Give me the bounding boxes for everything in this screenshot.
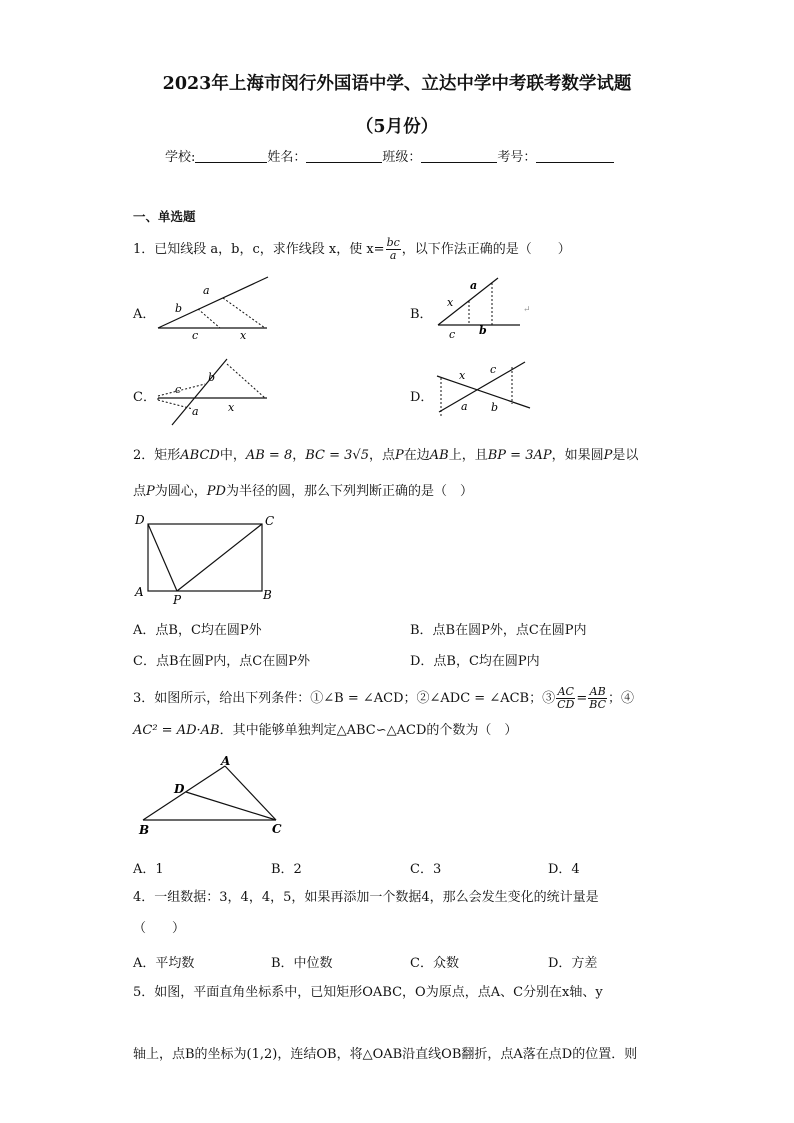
q2-stem-line2 bbox=[133, 483, 473, 501]
figc-dashed-3 bbox=[227, 364, 265, 398]
figb-return-mark: ↵ bbox=[523, 305, 531, 315]
q3-frac-2 bbox=[588, 686, 607, 711]
q1-figure-b bbox=[435, 275, 545, 345]
figd-line-1 bbox=[437, 376, 530, 408]
q2-t6: 上，且 bbox=[448, 448, 488, 463]
q1-option-d[interactable]: D． bbox=[410, 390, 434, 405]
q3-option-c[interactable]: C．3 bbox=[410, 862, 442, 877]
q2-ab2: AB bbox=[429, 448, 449, 463]
q2-t9: 点 bbox=[133, 484, 147, 499]
figb-label-c: c bbox=[449, 328, 456, 341]
q3-figure bbox=[133, 752, 293, 842]
q2-option-c[interactable]: C．点B在圆P内，点C在圆P外 bbox=[133, 654, 310, 669]
q2-option-a[interactable]: A．点B，C均在圆P外 bbox=[133, 623, 262, 638]
q1-option-c[interactable]: C． bbox=[133, 390, 156, 405]
q2-bp-eq: BP = 3AP bbox=[487, 448, 552, 463]
figb-label-b: b bbox=[479, 324, 487, 337]
q3-t3: AC² = AD·AB bbox=[133, 723, 220, 738]
figc-dashed-1 bbox=[158, 400, 193, 409]
q2-label-d: D bbox=[135, 513, 145, 527]
q3-label-b: B bbox=[139, 823, 150, 837]
q3-f2-num: AB bbox=[589, 685, 606, 698]
q3-label-c: C bbox=[272, 822, 282, 836]
q1-figure-d bbox=[435, 360, 535, 422]
q1-figure-c bbox=[155, 357, 275, 429]
q2-bc-eq: BC = 3√5 bbox=[305, 448, 369, 463]
q2-stem-line1 bbox=[133, 447, 638, 465]
section-header: 一、单选题 bbox=[133, 209, 196, 224]
figa-dashed-2 bbox=[223, 298, 265, 328]
q2-p2: P bbox=[603, 448, 613, 463]
q3-label-d: D bbox=[174, 782, 185, 796]
q2-t10: 为圆心， bbox=[154, 484, 207, 499]
figa-label-x: x bbox=[240, 329, 247, 342]
q3-label-a: A bbox=[221, 754, 231, 768]
name-blank[interactable] bbox=[306, 149, 382, 163]
q3-eq: = bbox=[576, 691, 588, 706]
q5-stem-line2: 轴上，点B的坐标为(1,2)，连结OB，将△OAB沿直线OB翻折，点A落在点D的位置．则 bbox=[133, 1047, 638, 1062]
class-blank[interactable] bbox=[421, 149, 497, 163]
q2-line-pc bbox=[177, 524, 262, 591]
q2-pd: PD bbox=[206, 484, 226, 499]
q1-suffix: ，以下作法正确的是（ ） bbox=[401, 242, 571, 257]
class-label: 班级： bbox=[382, 150, 422, 165]
q2-label-p: P bbox=[173, 593, 182, 607]
figd-label-b: b bbox=[491, 401, 499, 414]
q1-prefix: 1．已知线段 a，b，c，求作线段 x，使 x= bbox=[133, 242, 385, 257]
q1-frac-num: bc bbox=[386, 236, 400, 249]
number-blank[interactable] bbox=[536, 149, 614, 163]
q3-stem-line1 bbox=[133, 686, 634, 711]
q2-t4: ，点 bbox=[368, 448, 395, 463]
q2-t8: 是以 bbox=[612, 448, 639, 463]
q2-figure bbox=[133, 512, 283, 607]
q2-t11: 为半径的圆，那么下列判断正确的是（ ） bbox=[225, 484, 473, 499]
figa-label-a: a bbox=[203, 284, 210, 297]
figc-label-c: c bbox=[175, 383, 182, 396]
q3-option-b[interactable]: B．2 bbox=[271, 862, 302, 877]
q1-stem bbox=[133, 237, 571, 262]
q2-t1: 2．矩形 bbox=[133, 448, 181, 463]
q2-t2: 中， bbox=[219, 448, 246, 463]
q1-fraction bbox=[386, 237, 401, 262]
q1-frac-den: a bbox=[389, 249, 397, 262]
q3-t1: 3．如图所示，给出下列条件：①∠B = ∠ACD；②∠ADC = ∠ACB；③ bbox=[133, 691, 556, 706]
q3-stem-line2 bbox=[133, 722, 517, 740]
figc-label-x: x bbox=[228, 401, 235, 414]
q2-abcd: ABCD bbox=[180, 448, 220, 463]
figc-label-b: b bbox=[208, 371, 216, 384]
q4-stem-line2: （ ） bbox=[133, 921, 186, 936]
q2-p3: P bbox=[146, 484, 155, 499]
name-label: 姓名： bbox=[267, 150, 307, 165]
page-title: 2023年上海市闵行外国语中学、立达中学中考联考数学试题 bbox=[162, 74, 632, 94]
q3-f1-den: CD bbox=[557, 698, 575, 711]
figa-label-c: c bbox=[192, 329, 199, 342]
q1-option-b[interactable]: B． bbox=[410, 307, 433, 322]
figc-label-a: a bbox=[192, 405, 199, 418]
q2-t7: ，如果圆 bbox=[551, 448, 604, 463]
q4-option-a[interactable]: A．平均数 bbox=[133, 956, 195, 971]
figa-label-b: b bbox=[175, 302, 183, 315]
figb-label-a: a bbox=[470, 279, 478, 292]
q2-option-d[interactable]: D．点B，C均在圆P内 bbox=[410, 654, 540, 669]
q3-f1-num: AC bbox=[557, 685, 574, 698]
q2-label-b: B bbox=[263, 588, 272, 602]
q1-option-a[interactable]: A． bbox=[133, 307, 156, 322]
q2-option-b[interactable]: B．点B在圆P外，点C在圆P内 bbox=[410, 623, 587, 638]
school-label: 学校: bbox=[165, 150, 196, 165]
q1-figure-a bbox=[155, 275, 275, 345]
q3-option-a[interactable]: A．1 bbox=[133, 862, 164, 877]
q2-line-pd bbox=[148, 524, 177, 591]
figd-label-c: c bbox=[490, 363, 497, 376]
q4-option-b[interactable]: B．中位数 bbox=[271, 956, 333, 971]
q2-ab-eq: AB = 8 bbox=[245, 448, 293, 463]
q4-stem-line1: 4．一组数据：3，4，4，5，如果再添加一个数据4，那么会发生变化的统计量是 bbox=[133, 890, 599, 905]
q3-t2: ；④ bbox=[608, 691, 635, 706]
q2-p1: P bbox=[395, 448, 404, 463]
q5-stem-line1: 5．如图，平面直角坐标系中，已知矩形OABC，O为原点，点A、C分别在x轴、y bbox=[133, 985, 603, 1000]
figa-dashed-1 bbox=[198, 309, 220, 328]
q3-f2-den: BC bbox=[589, 698, 606, 711]
school-blank[interactable] bbox=[195, 149, 267, 163]
figd-label-x: x bbox=[459, 369, 466, 382]
q2-label-a: A bbox=[135, 585, 144, 599]
q2-rectangle bbox=[148, 524, 262, 591]
q2-t3: ， bbox=[292, 448, 306, 463]
q4-option-c[interactable]: C．众数 bbox=[410, 956, 459, 971]
page-subtitle: （5月份） bbox=[355, 117, 439, 137]
figd-label-a: a bbox=[461, 400, 468, 413]
q3-t4: ．其中能够单独判定△ABC∽△ACD的个数为（ ） bbox=[219, 723, 518, 738]
q4-option-d[interactable]: D．方差 bbox=[548, 956, 598, 971]
q2-t5: 在边 bbox=[403, 448, 430, 463]
q3-option-d[interactable]: D．4 bbox=[548, 862, 580, 877]
figb-label-x: x bbox=[447, 296, 454, 309]
info-line bbox=[165, 146, 614, 165]
q3-frac-1 bbox=[556, 686, 575, 711]
q2-label-c: C bbox=[265, 514, 275, 528]
number-label: 考号： bbox=[497, 150, 537, 165]
